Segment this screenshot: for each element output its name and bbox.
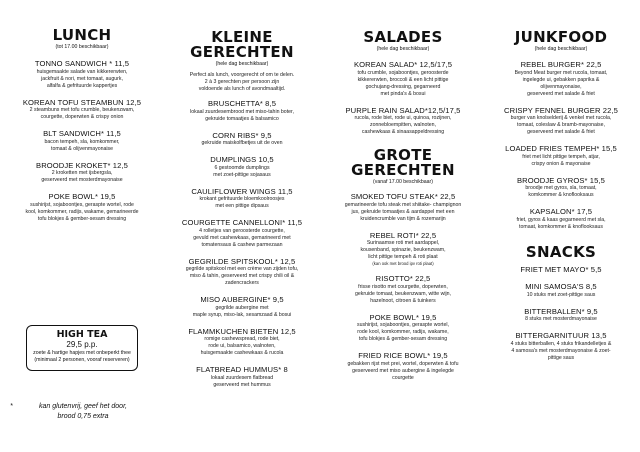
lunch-item-desc: bacon tempeh, sla, komkommer,: [44, 138, 120, 145]
kleine-item-name: BRUSCHETTA* 8,5: [207, 99, 277, 108]
grote-item-desc: gemarineerde tofu steak met shiitake- champignon: [344, 201, 462, 208]
grote-item-desc: courgette: [392, 374, 414, 381]
junkfood-items: [486, 60, 636, 231]
salades-subtitle: (hele dag beschikbaar): [376, 46, 430, 52]
grote-item: [326, 313, 480, 344]
salades-item-desc: tofu crumble, sojaboontjes, geroosterde: [357, 69, 449, 76]
junkfood-item-desc: tomaat, komkommer & knoflooksaus: [519, 223, 603, 230]
lunch-item-name: POKE BOWL* 19,5: [48, 192, 116, 201]
grote-item: [326, 192, 480, 223]
lunch-item-desc: alfalfa & gefrituurde kappertjes: [46, 82, 118, 89]
snacks-item-desc: 4 samosa's met mosterdmayonaise & zoet-: [511, 347, 611, 354]
kleine-item: [164, 257, 320, 288]
kleine-item-name: CAULIFLOWER WINGS 11,5: [191, 186, 293, 196]
junkfood-item-name: BROODJE GYROS* 15,5: [517, 175, 605, 185]
kleine-item-desc: geserveerd met hummus: [213, 381, 271, 388]
junkfood-title: JUNKFOOD: [514, 28, 608, 46]
junkfood-item-desc: tomaat, coleslaw & bramb-mayonaise,: [517, 122, 605, 128]
grote-item-desc: licht pittige tempeh & roti plaat: [368, 254, 438, 260]
high-tea-box: [26, 325, 138, 371]
snacks-item-desc: pittige saus: [547, 354, 575, 361]
kleine-subtitle: (hele dag beschikbaar): [215, 61, 269, 67]
kleine-title-line-1: KLEINE: [211, 28, 273, 46]
snacks-item-name: MINI SAMOSA'S 8,5: [525, 282, 597, 291]
junkfood-item-name: CRISPY FENNEL BURGER 22,5: [504, 105, 618, 115]
junkfood-item: [486, 207, 636, 231]
grote-item-name: FRIED RICE BOWL* 19,5: [358, 351, 448, 361]
junkfood-item-name: KAPSALON* 17,5: [529, 207, 593, 216]
junkfood-item-desc: broodje met gyros, sla, tomaat,: [525, 185, 597, 191]
grote-item-desc: tofu blokjes & gember-sesam dressing: [358, 336, 448, 343]
lunch-item-desc: 2 steambuns met tofu crumble, beukenzwam,: [29, 107, 135, 113]
lunch-item: [8, 192, 156, 223]
junkfood-item-name: REBEL BURGER* 22,5: [520, 60, 602, 69]
kleine-item-desc: miso & tahin, geserveerd met crispy chili oil &: [189, 273, 295, 279]
grote-item-name: POKE BOWL* 19,5: [369, 312, 437, 322]
junkfood-item-desc: olijvenmayonaise,: [540, 83, 582, 90]
snacks-item-desc: 10 stuks met zoet-pittige saus: [526, 291, 596, 298]
salades-items: [326, 60, 480, 136]
snacks-item-name: BITTERBALLEN* 9,5: [524, 306, 598, 316]
kleine-intro-1: Perfect als lunch, voorgerecht of om te delen.: [189, 72, 295, 78]
grote-item-desc: hazelnoot, citroen & tuinkers: [370, 297, 436, 304]
kleine-item-desc: gekruide maiskolfbetjes uit de oven: [201, 140, 283, 146]
kleine-item-desc: romige cashewspread, rode biet,: [204, 336, 280, 342]
grote-item-desc: kousenband, spinazie, beukenzwam,: [360, 247, 446, 253]
kleine-item: [164, 365, 320, 389]
note-asterisk: *: [10, 403, 13, 410]
lunch-item: [8, 161, 156, 185]
kleine-item-name: COURGETTE CANNELLONI* 11,5: [181, 218, 303, 227]
salades-item-desc: zonnebloempitten, walnoten,: [369, 122, 437, 128]
kleine-item-name: MISO AUBERGINE* 9,5: [200, 295, 284, 304]
junkfood-item: [486, 106, 636, 137]
grote-item-name: RISOTTO* 22,5: [375, 274, 431, 284]
salades-item: [326, 106, 480, 137]
junkfood-item-desc: friet, gyros & kaas gegarneerd met sla,: [516, 216, 606, 223]
lunch-items: [8, 59, 156, 223]
high-tea-title: HIGH TEA: [56, 329, 108, 340]
kleine-item-name: FLATBREAD HUMMUS* 8: [196, 365, 288, 374]
lunch-item-desc: courgette, doperwten & crispy onion: [40, 114, 124, 120]
grote-item-desc: gekruide tomaat, beukenzwam, witte wijn,: [354, 290, 451, 297]
salades-item-desc: cashewkaas & sinaasappeldressing: [361, 129, 445, 135]
salades-item-desc: kikkererwten, broccoli & een licht pittige: [357, 76, 449, 83]
salades-item: [326, 60, 480, 98]
kleine-item: [164, 99, 320, 123]
grote-item-name: REBEL ROTI* 22,5: [369, 230, 437, 240]
salades-item-name: PURPLE RAIN SALAD*12,5/17,5: [345, 105, 461, 115]
kleine-item-desc: gegrilde aubergine met: [215, 304, 269, 311]
salades-item-name: KOREAN SALAD* 12,5/17,5: [353, 60, 453, 69]
kleine-item-desc: tomatensaus & cashew parmezaan: [201, 241, 283, 248]
junkfood-item-desc: ingelegde ui, gebakken paprika &: [522, 76, 600, 83]
kleine-item-desc: gekruide tomaatjes & balsamico: [205, 115, 279, 122]
grote-item: [326, 351, 480, 382]
salades-title: SALADES: [363, 28, 443, 46]
lunch-item: [8, 59, 156, 90]
grote-item: [326, 231, 480, 267]
kleine-item-name: DUMPLINGS 10,5: [210, 155, 274, 164]
note-line-2: brood 0,75 extra: [57, 412, 109, 420]
lunch-item: [8, 129, 156, 153]
grote-item-desc: rode kool, komkommer, radijs, wakame,: [357, 329, 449, 336]
snacks-item: [486, 282, 636, 299]
kleine-item: [164, 187, 320, 211]
salades-item-desc: gochujang-dressing, gegarneerd: [365, 83, 441, 90]
kleine-item: [164, 327, 320, 358]
grote-item-desc: kruidencrumble van tijm & rozemarijn: [360, 215, 446, 222]
high-tea-desc-1: zoete & hartige hapjes met onbeperkt thee: [33, 350, 131, 356]
lunch-item-desc: geserveerd met mosterdmayonaise: [41, 177, 123, 183]
snacks-item: [486, 331, 636, 362]
high-tea-price: 29,5 p.p.: [66, 340, 98, 349]
lunch-title: LUNCH: [52, 26, 112, 44]
note-line-1: kan glutenvrij, geef het door,: [39, 403, 127, 410]
kleine-item-desc: zadencrackers: [225, 280, 259, 286]
junkfood-item-desc: burger van knolselderij & venkel met rucola,: [510, 115, 612, 121]
snacks-item-desc: 4 stuks bitterballen, 4 stuks frikandelletjes &: [510, 340, 612, 347]
grote-title-line-2: GERECHTEN: [351, 161, 455, 179]
grote-item: [326, 274, 480, 305]
kleine-item-desc: maple syrup, miso-lak, sesamzaad & bosui: [192, 311, 292, 318]
kleine-title-line-2: GERECHTEN: [190, 43, 294, 61]
grote-item-note: (kan ook met brood ipv roti plaat): [372, 261, 434, 266]
grote-item-desc: gebakken rijst met prei, wortel, doperwten & tofu: [347, 360, 459, 367]
snacks-items: [486, 265, 636, 362]
junkfood-subtitle: (hele dag beschikbaar): [534, 46, 588, 52]
lunch-item-desc: tomaat & olijvenmayonaise: [51, 145, 113, 152]
junkfood-item: [486, 60, 636, 98]
kleine-item-desc: lokaal zuurdesem flatbread: [210, 374, 274, 381]
grote-item-desc: jus, gekruide tomaatjes & aardappel met een: [351, 208, 455, 215]
kleine-item-desc: huisgemaakte cashewkaas & rucola: [200, 350, 284, 356]
kleine-item-desc: met een pittige dipsaus: [215, 203, 269, 209]
kleine-item: [164, 131, 320, 148]
grote-item-desc: Surinaamse roti met aardappel,: [366, 240, 440, 246]
gluten-note: [10, 402, 138, 421]
junkfood-item: [486, 176, 636, 200]
junkfood-item-desc: friet met licht pittige tempeh, atjar,: [522, 153, 600, 160]
junkfood-column: [486, 30, 636, 362]
kleine-intro-3: voldoende als lunch of avondmaaltijd.: [198, 86, 286, 92]
grote-item-desc: sushirijst, sojaboontjes, geraspte wortel,: [357, 322, 449, 329]
lunch-item-desc: 2 kroketten met ijsbergsla,: [51, 170, 113, 176]
grote-item-desc: geserveerd met miso aubergine & ingelegde: [352, 367, 454, 374]
high-tea-desc-2: (minimaal 2 personen, vooraf reserveren): [34, 356, 130, 363]
lunch-item-name: KOREAN TOFU STEAMBUN 12,5: [22, 97, 142, 107]
kleine-item-name: CORN RIBS* 9,5: [212, 130, 272, 140]
lunch-item-desc: tofu blokjes & gember-sesam dressing: [37, 215, 127, 222]
kleine-item: [164, 155, 320, 179]
kleine-item-desc: rode ui, balsamico, walnoten,: [208, 343, 276, 349]
snacks-item: [486, 265, 636, 275]
kleine-item-desc: 6 gestoomde dumplings: [214, 164, 270, 171]
junkfood-item: [486, 144, 636, 168]
snacks-item: [486, 307, 636, 324]
grote-item-name: SMOKED TOFU STEAK* 22,5: [350, 192, 456, 201]
kleine-item-name: FLAMMKUCHEN BIETEN 12,5: [188, 326, 296, 336]
kleine-item: [164, 218, 320, 249]
lunch-column: [8, 28, 156, 223]
lunch-item-name: BLT SANDWICH* 11,5: [43, 129, 121, 138]
lunch-item-desc: jackfruit & nori, met tomaat, augurk,: [41, 75, 123, 82]
salades-column: [326, 30, 480, 382]
lunch-item-name: TONNO SANDWICH * 11,5: [34, 59, 130, 68]
grote-title-line-1: GROTE: [373, 146, 433, 164]
kleine-intro: [164, 72, 320, 93]
kleine-item-desc: gevuld met cashewkaas, gemarineerd met: [193, 234, 291, 241]
kleine-gerechten-column: [164, 30, 320, 389]
kleine-item-desc: lokaal zuurdesembrood met miso-tahin boter,: [190, 108, 294, 115]
snacks-title: SNACKS: [525, 242, 597, 261]
grote-header: [326, 148, 480, 186]
lunch-item-desc: huisgemaakte salade van kikkererwten,: [36, 68, 128, 75]
snacks-item-desc: 8 stuks met mosterdmayonaise: [525, 316, 597, 322]
snacks-item-name: BITTERGARNITUUR 13,5: [515, 331, 607, 340]
junkfood-item-desc: geserveerd met salade & friet: [527, 129, 595, 135]
salades-item-desc: rucola, rode biet, rode ui, quinoa, rozijnen,: [354, 115, 452, 121]
junkfood-item-desc: Beyond Meat burger met rucola, tomaat,: [514, 69, 608, 76]
junkfood-item-desc: geserveerd met salade & friet: [527, 90, 595, 97]
lunch-subtitle: (tot 17.00 beschikbaar): [55, 44, 109, 50]
grote-item-desc: frisse risotto met courgette, doperwten,: [358, 283, 448, 290]
grote-subtitle: (vanaf 17.00 beschikbaar): [373, 179, 433, 185]
junkfood-item-desc: crispy onion & mayonaise: [531, 160, 591, 167]
kleine-items: [164, 99, 320, 389]
lunch-item-name: BROODJE KROKET* 12,5: [36, 160, 128, 170]
snacks-item-name: FRIET MET MAYO* 5,5: [520, 264, 602, 274]
junkfood-item-desc: komkommer & knoflooksaus: [528, 192, 594, 198]
kleine-item-desc: krokant gefrituurde bloemkoolroosjes: [199, 196, 285, 202]
grote-items: [326, 192, 480, 382]
lunch-item-desc: kool, komkommer, radijs, wakame, gemarineerde: [25, 208, 139, 215]
lunch-item-desc: sushirijst, sojaboontjes, geraspte wortel, rode: [30, 201, 134, 208]
kleine-item-desc: gegrilde spitskool met een crème van zijden tofu,: [185, 266, 299, 272]
junkfood-item-name: LOADED FRIES TEMPEH* 15,5: [505, 144, 617, 153]
kleine-item-name: GEGRILDE SPITSKOOL* 12,5: [188, 256, 296, 266]
kleine-item: [164, 295, 320, 319]
salades-item-desc: met pinda's & bosui: [380, 90, 426, 97]
kleine-item-desc: 4 rolletjes van geroosterde courgette,: [199, 227, 285, 234]
lunch-item: [8, 98, 156, 122]
kleine-item-desc: met zoet-pittige sojasaus: [213, 171, 271, 178]
kleine-intro-2: 2 à 3 gerechten per persoon zijn: [204, 79, 280, 85]
